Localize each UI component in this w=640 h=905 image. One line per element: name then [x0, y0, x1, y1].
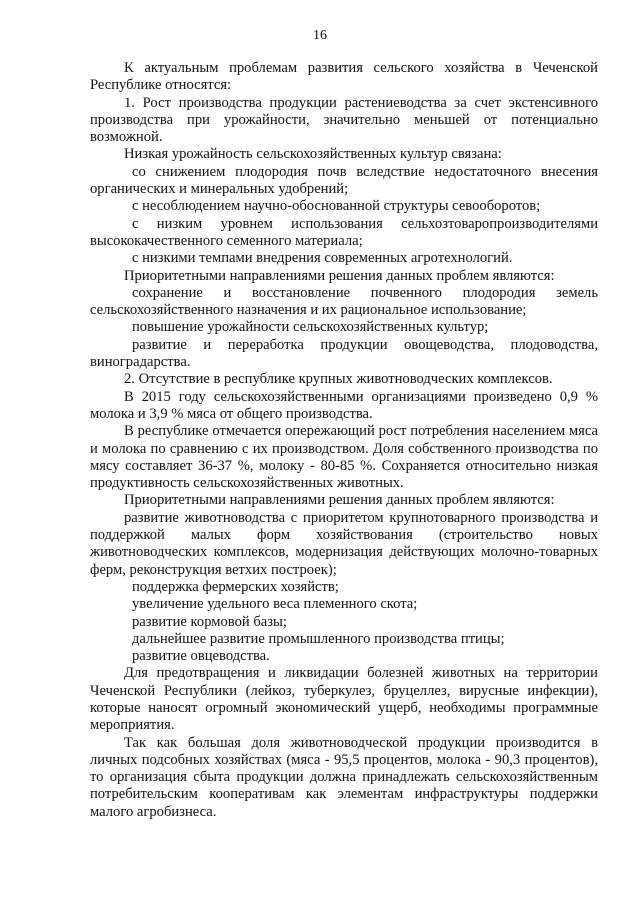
paragraph: Приоритетными направлениями решения данных проблем являются: — [124, 492, 555, 509]
list-item: развитие кормовой базы; — [132, 613, 287, 630]
list-item: развитие животноводства с приоритетом крупнотоварного производства и поддержкой малых форм хозяйствования (строительство новых животноводческих комплексов, модернизация действующих молочно-товарных ферм, реконструкция ветхих построек); — [90, 509, 598, 578]
paragraph: Для предотвращения и ликвидации болезней животных на территории Чеченской Республики (лейкоз, туберкулез, бруцеллез, вирусные инфекции), которые наносят огромный экономический ущерб, необходимы программные мероприятия. — [90, 665, 598, 734]
list-item: с несоблюдением научно-обоснованной структуры севооборотов; — [132, 198, 541, 215]
list-item: с низким уровнем использования сельхозтоваропроизводителями высококачественного семенного материала; — [90, 215, 598, 249]
paragraph: 2. Отсутствие в республике крупных животноводческих комплексов. — [124, 371, 553, 388]
page-number: 16 — [313, 28, 327, 43]
list-item: увеличение удельного веса племенного скота; — [132, 596, 418, 613]
paragraph: К актуальным проблемам развития сельского хозяйства в Чеченской Республике относятся: — [90, 60, 598, 94]
document-body — [90, 60, 598, 821]
list-item: со снижением плодородия почв вследствие недостаточного внесения органических и минеральных удобрений; — [90, 163, 598, 198]
list-item: дальнейшее развитие промышленного производства птицы; — [132, 630, 505, 647]
paragraph: 1. Рост производства продукции растениеводства за счет экстенсивного производства при урожайности, значительно меньшей от потенциально возможной. — [90, 94, 598, 146]
paragraph: Низкая урожайность сельскохозяйственных культур связана: — [124, 146, 502, 163]
list-item: развитие и переработка продукции овощеводства, плодоводства, виноградарства. — [90, 336, 598, 371]
list-item: развитие овцеводства. — [132, 648, 270, 665]
list-item: с низкими темпами внедрения современных агротехнологий. — [132, 250, 513, 267]
list-item: сохранение и восстановление почвенного плодородия земель сельскохозяйственного назначения и их рациональное использование; — [90, 284, 598, 319]
paragraph: Так как большая доля животноводческой продукции производится в личных подсобных хозяйствах (мяса - 95,5 процентов, молока - 90,3 процентов), то организация сбыта продукции должна принадлежать сельскохозяйственным потребительским кооперативам как элементам инфраструктуры поддержки малого агробизнеса. — [90, 734, 598, 820]
paragraph: В республике отмечается опережающий рост потребления населением мяса и молока по сравнению с их производством. Доля собственного производства по мясу составляет 36-37 %, молоку - 80-85 %. Сохраняется относительно низкая продуктивность сельскохозяйственных животных. — [90, 423, 598, 492]
paragraph: В 2015 году сельскохозяйственными организациями произведено 0,9 % молока и 3,9 % мяса от общего производства. — [90, 388, 598, 422]
list-item: повышение урожайности сельскохозяйственных культур; — [132, 319, 489, 336]
paragraph: Приоритетными направлениями решения данных проблем являются: — [124, 267, 555, 284]
list-item: поддержка фермерских хозяйств; — [132, 578, 339, 595]
